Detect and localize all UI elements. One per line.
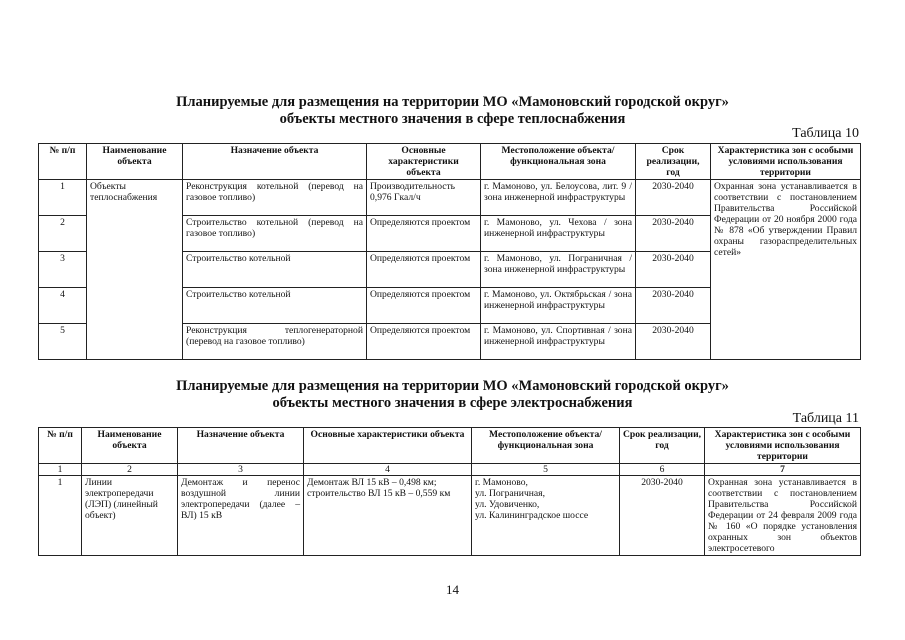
table11-header-row — [39, 428, 861, 464]
table-heat-supply — [38, 143, 861, 360]
t11-r1-location — [472, 476, 620, 556]
t10-r4-term: 2030-2040 — [636, 288, 711, 324]
t10-r4-location: г. Мамоново, ул. Октябрьская / зона инженерной инфраструктуры — [481, 288, 636, 324]
t11-r1-num: 1 — [39, 476, 82, 556]
heading-electric — [0, 378, 905, 412]
t11-h-zone: Характеристика зон с особыми условиями использования территории — [705, 428, 861, 464]
heading-electric-line1: Планируемые для размещения на территории МО «Мамоновский городской округ» — [176, 378, 729, 394]
heading-heat-line1: Планируемые для размещения на территории МО «Мамоновский городской округ» — [176, 94, 729, 110]
t10-r4-purpose: Строительство котельной — [183, 288, 367, 324]
t10-r2-num: 2 — [39, 216, 87, 252]
t11-r1-zone: Охранная зона устанавливается в соответствии с постановлением Правительства Российской Федерации от 24 февраля 2009 года № 160 «О порядке установления охранных зон объектов электросетевого — [705, 476, 861, 556]
t11-h-location: Местоположение объекта/ функциональная зона — [472, 428, 620, 464]
t10-r2-location: г. Мамоново, ул. Чехова / зона инженерной инфраструктуры — [481, 216, 636, 252]
t11-colnum-5: 5 — [472, 464, 620, 476]
page-number: 14 — [446, 582, 459, 597]
t10-r2-term: 2030-2040 — [636, 216, 711, 252]
t10-h-num: № п/п — [39, 144, 87, 180]
t11-r1-chars: Демонтаж ВЛ 15 кВ – 0,498 км; строительство ВЛ 15 кВ – 0,559 км — [304, 476, 472, 556]
t11-loc-line: г. Мамоново, — [475, 477, 528, 488]
t10-r3-chars: Определяются проектом — [367, 252, 481, 288]
t11-h-num: № п/п — [39, 428, 82, 464]
t10-h-zone: Характеристика зон с особыми условиями использования территории — [711, 144, 861, 180]
t10-r2-chars: Определяются проектом — [367, 216, 481, 252]
t11-h-term: Срок реализации, год — [620, 428, 705, 464]
t11-h-chars: Основные характеристики объекта — [304, 428, 472, 464]
t10-r1-chars: Производительность 0,976 Гкал/ч — [367, 180, 481, 216]
t11-loc-line: ул. Калининградское шоссе — [475, 510, 589, 521]
t11-loc-line: ул. Пограничная, — [475, 488, 545, 499]
t10-r5-location: г. Мамоново, ул. Спортивная / зона инженерной инфраструктуры — [481, 324, 636, 360]
t11-r1-purpose: Демонтаж и перенос воздушной линии электропередачи (далее – ВЛ) 15 кВ — [178, 476, 304, 556]
t10-r5-num: 5 — [39, 324, 87, 360]
t11-colnum-1: 1 — [39, 464, 82, 476]
table11-label: Таблица 11 — [792, 411, 859, 426]
t10-r1-location: г. Мамоново, ул. Белоусова, лит. 9 / зона инженерной инфраструктуры — [481, 180, 636, 216]
table-power-supply — [38, 427, 861, 556]
t10-r5-purpose: Реконструкция теплогенераторной (перевод на газовое топливо) — [183, 324, 367, 360]
t10-h-purpose: Назначение объекта — [183, 144, 367, 180]
t11-colnum-7: 7 — [705, 464, 861, 476]
table10-label: Таблица 10 — [792, 126, 859, 141]
t10-r5-term: 2030-2040 — [636, 324, 711, 360]
t11-h-purpose: Назначение объекта — [178, 428, 304, 464]
t11-r1-term: 2030-2040 — [620, 476, 705, 556]
heading-heat — [0, 94, 905, 128]
table-row — [39, 180, 861, 216]
t10-r3-purpose: Строительство котельной — [183, 252, 367, 288]
t10-r3-term: 2030-2040 — [636, 252, 711, 288]
t11-loc-line: ул. Удовиченко, — [475, 499, 540, 510]
heading-electric-line2: объекты местного значения в сфере электроснабжения — [272, 395, 633, 411]
t10-r2-purpose: Строительство котельной (перевод на газовое топливо) — [183, 216, 367, 252]
t11-colnum-3: 3 — [178, 464, 304, 476]
t11-colnum-row — [39, 464, 861, 476]
t10-r3-location: г. Мамоново, ул. Пограничная / зона инженерной инфраструктуры — [481, 252, 636, 288]
t10-h-location: Местоположение объекта/ функциональная зона — [481, 144, 636, 180]
t11-colnum-6: 6 — [620, 464, 705, 476]
t11-h-name: Наименование объекта — [82, 428, 178, 464]
table10-header-row — [39, 144, 861, 180]
t10-zone-text: Охранная зона устанавливается в соответствии с постановлением Правительства Российской Федерации от 20 ноября 2000 года № 878 «Об утверждении Правил охраны газораспределительных сетей» — [711, 180, 861, 360]
t10-h-name: Наименование объекта — [87, 144, 183, 180]
t10-r4-num: 4 — [39, 288, 87, 324]
t10-h-chars: Основные характеристики объекта — [367, 144, 481, 180]
t10-r4-chars: Определяются проектом — [367, 288, 481, 324]
t10-r3-num: 3 — [39, 252, 87, 288]
t10-r1-purpose: Реконструкция котельной (перевод на газовое топливо) — [183, 180, 367, 216]
table-row — [39, 476, 861, 556]
heading-heat-line2: объекты местного значения в сфере теплоснабжения — [279, 111, 626, 127]
t11-colnum-4: 4 — [304, 464, 472, 476]
t10-r1-term: 2030-2040 — [636, 180, 711, 216]
t10-object-name: Объекты теплоснабжения — [87, 180, 183, 360]
t10-r1-num: 1 — [39, 180, 87, 216]
t11-r1-name: Линии электропередачи (ЛЭП) (линейный объект) — [82, 476, 178, 556]
t10-r5-chars: Определяются проектом — [367, 324, 481, 360]
t11-colnum-2: 2 — [82, 464, 178, 476]
t10-h-term: Срок реализации, год — [636, 144, 711, 180]
